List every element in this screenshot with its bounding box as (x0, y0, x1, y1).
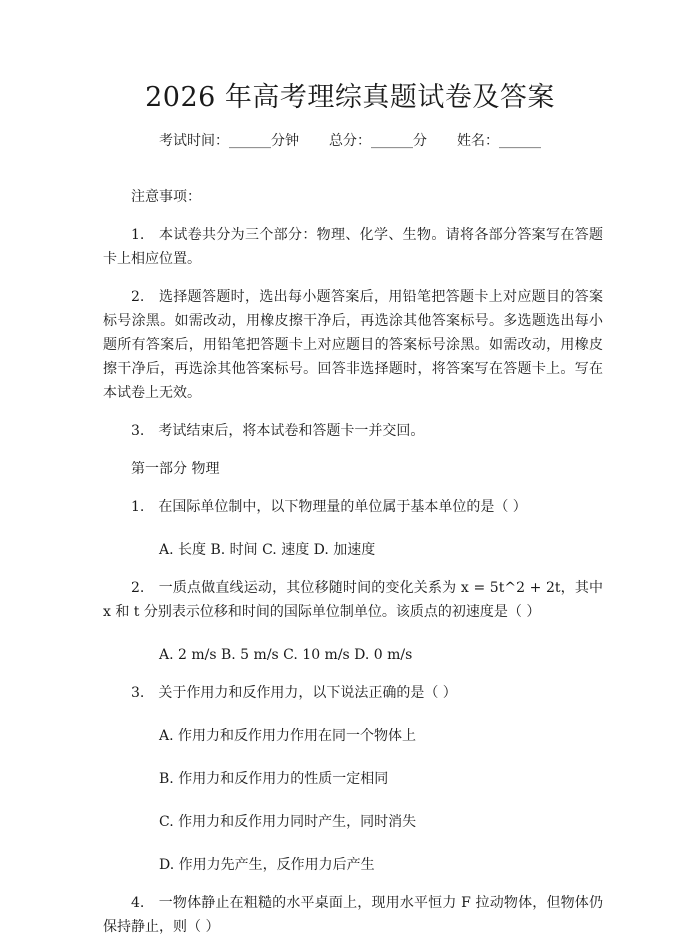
question-option: C. 作用力和反作用力同时产生，同时消失 (159, 814, 417, 830)
notice-item: 3. 考试结束后，将本试卷和答题卡一并交回。 (131, 423, 425, 439)
question-option: A. 作用力和反作用力作用在同一个物体上 (159, 728, 417, 744)
notice-item: 1. 本试卷共分为三个部分：物理、化学、生物。请将各部分答案写在答题卡上相应位置。 (103, 227, 603, 267)
page-title: 2026 年高考理综真题试卷及答案 (145, 82, 555, 113)
notice-heading: 注意事项： (131, 189, 201, 205)
question-option: B. 作用力和反作用力的性质一定相同 (159, 771, 389, 787)
total-score-field: 总分：______分 (329, 133, 427, 149)
question-stem: 4. 一物体静止在粗糙的水平桌面上，现用水平恒力 F 拉动物体，但物体仍保持静止，则（ ） (103, 895, 603, 935)
question-stem: 3. 关于作用力和反作用力，以下说法正确的是（ ） (131, 685, 457, 701)
question-options: A. 长度 B. 时间 C. 速度 D. 加速度 (159, 542, 376, 558)
name-field: 姓名：______ (457, 133, 541, 149)
question-option: D. 作用力先产生，反作用力后产生 (159, 857, 375, 873)
question-stem: 1. 在国际单位制中，以下物理量的单位属于基本单位的是（ ） (131, 499, 527, 515)
exam-meta (0, 131, 700, 151)
section-title: 第一部分 物理 (131, 461, 220, 477)
notice-item: 2. 选择题答题时，选出每小题答案后，用铅笔把答题卡上对应题目的答案标号涂黑。如需改动，用橡皮擦干净后，再选涂其他答案标号。多选题选出每小题所有答案后，用铅笔把答题卡上对应题目的答案标号涂黑。如需改动，用橡皮擦干净后，再选涂其他答案标号。回答非选择题时，将答案写在答题卡上。写在本试卷上无效。 (103, 289, 603, 401)
question-options: A. 2 m/s B. 5 m/s C. 10 m/s D. 0 m/s (159, 647, 413, 663)
exam-time-field: 考试时间：______分钟 (159, 133, 299, 149)
question-stem: 2. 一质点做直线运动，其位移随时间的变化关系为 x = 5t^2 + 2t，其中 x 和 t 分别表示位移和时间的国际单位制单位。该质点的初速度是（ ） (103, 580, 603, 620)
exam-body (103, 185, 603, 939)
